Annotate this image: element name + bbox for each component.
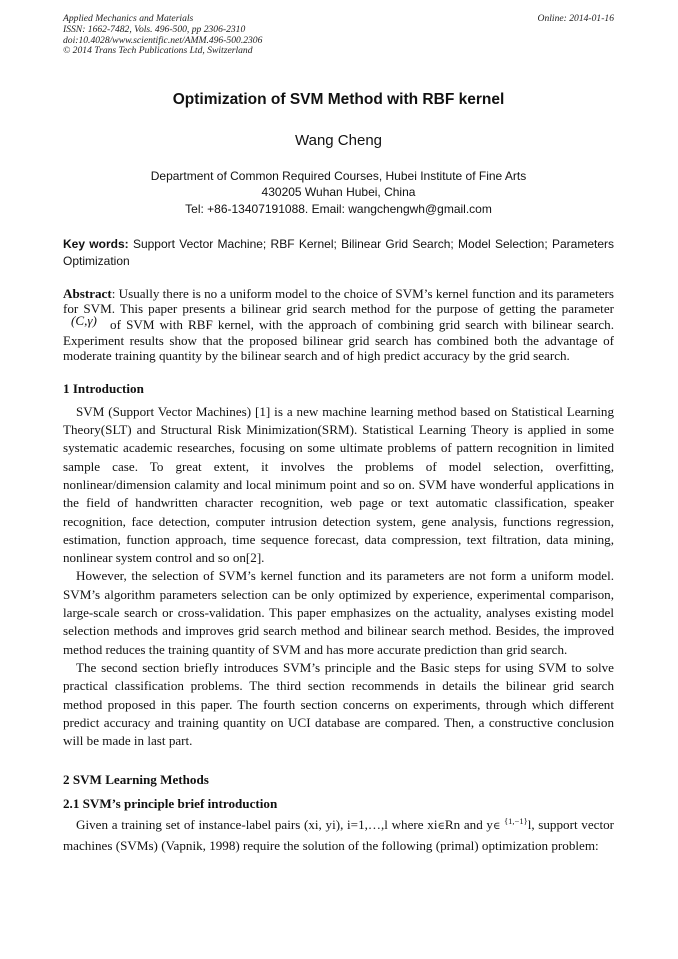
section-2-paragraph-1 [63,812,614,855]
section-1-paragraph-1: SVM (Support Vector Machines) [1] is a new machine learning method based on Statistical Learning Theory(SLT) and Structural Risk Minimization(SRM). Statistical Learning Theory is applied in some systematic academic researches, focusing on some ultimate problems of pattern recognition in limited sample case. To great extent, it involves the problems of model selection, overfitting, nonlinear/dimension calamity and local minimum point and so on. SVM have wonderful applications in the field of handwritten character recognition, web page or text automatic classification, speaker recognition, face detection, computer intrusion detection system, gene analysis, functions regression, estimation, function approach, time sequence forecast, data compression, text filtration, data mining, nonlinear system control and so on[2]. [63,403,614,566]
online-date: Online: 2014-01-16 [537,13,614,24]
abstract-label: Abstract [63,285,112,301]
section-2-text-b: Rn and y [444,817,493,833]
issn-line: ISSN: 1662-7482, Vols. 496-500, pp 2306-2310 [63,23,246,35]
journal-header [63,14,614,57]
section-2-text-c: l, support vector machines (SVMs) (Vapnik, 1998) require the solution of the following (primal) optimization problem: [63,817,614,853]
paper-title: Optimization of SVM Method with RBF kernel [172,91,505,109]
abstract-text-1: : Usually there is no a uniform model to the choice of SVM’s kernel function and its parameters for SVM. This paper presents a bilinear grid search method for the purpose of getting the parameter [63,285,614,317]
author-name: Wang Cheng [295,132,382,150]
affiliation-block [63,168,614,217]
affiliation-address: 430205 Wuhan Hubei, China [261,185,416,200]
section-2-text-a: Given a training set of instance-label pairs (xi, yi), i=1,…,l where xi [76,817,438,833]
section-1-paragraph-3: The second section briefly introduces SVM’s principle and the Basic steps for using SVM to solve practical classification problems. The third section recommends in details the bilinear grid search method proposed in this paper. The fourth section concerns on experiments, through which different predict accuracy and training quantity on UCI database are compared. Then, a constructive conclusion will be made in last part. [63,659,614,749]
copyright-line: © 2014 Trans Tech Publications Ltd, Switzerland [63,45,253,57]
element-of-symbol-2: ∈ [492,821,501,833]
abstract-block [63,286,614,364]
section-2-heading: 2 SVM Learning Methods [63,772,209,788]
section-1-heading: 1 Introduction [63,380,144,396]
section-1-paragraph-2: However, the selection of SVM’s kernel function and its parameters are not form a uniform model. SVM’s algorithm parameters selection can be only optimized by experience, experimental comparison, large-scale search or cross-validation. This paper emphasizes on the actuality, analyses existing model selection methods and improves grid search method and bilinear search method. Besides, the improved method reduces the training quantity of SVM and has more accurate prediction than grid search. [63,568,614,657]
affiliation-department: Department of Common Required Courses, Hubei Institute of Fine Arts [150,169,527,184]
abstract-text-2: of SVM with RBF kernel, with the approach of combining grid search with bilinear search. Experiment results show that the proposed bilinear grid search has combined both the advantage of moderate training quantity by the bilinear search and of high predict accuracy by the grid search. [63,316,614,364]
section-2-1-heading: 2.1 SVM’s principle brief introduction [63,796,278,812]
doi-line: doi:10.4028/www.scientific.net/AMM.496-500.2306 [63,34,263,46]
label-set-superscript: {1,−1} [504,816,528,827]
abstract-math-parameter: (C,γ) [71,312,97,328]
keywords-block [63,236,614,270]
paper-page [63,14,614,855]
keywords-text: Support Vector Machine; RBF Kernel; Bilinear Grid Search; Model Selection; Parameters Optimization [63,236,614,268]
affiliation-contact: Tel: +86-13407191088. Email: wangchengwh@gmail.com [185,201,492,216]
journal-name: Applied Mechanics and Materials [63,13,194,24]
element-of-symbol: ∈ [437,821,445,833]
keywords-label: Key words: [63,236,129,251]
